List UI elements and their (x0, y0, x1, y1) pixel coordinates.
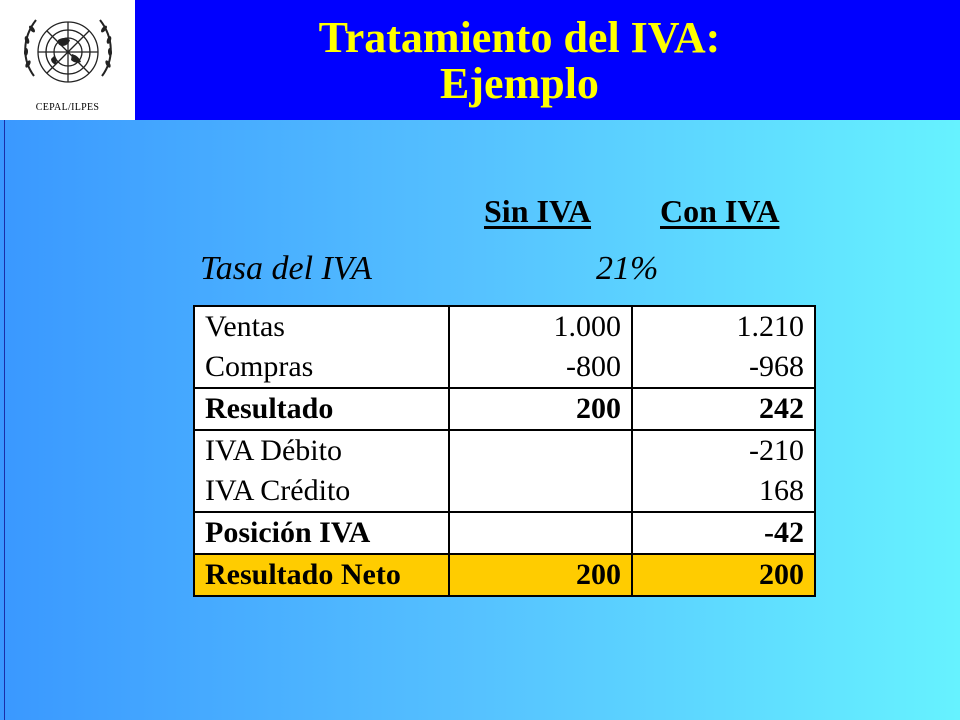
table-row (194, 347, 815, 388)
cell-con-iva: -210 (632, 430, 815, 471)
column-header-sin-iva: Sin IVA (484, 193, 592, 229)
cell-con-iva: 168 (632, 471, 815, 512)
table-row-highlight (194, 554, 815, 596)
iva-table (193, 305, 816, 597)
cell-con-iva: 242 (632, 388, 815, 430)
table-row (194, 306, 815, 347)
row-label: Posición IVA (194, 512, 449, 554)
title-bar (135, 0, 960, 120)
cell-con-iva: -968 (632, 347, 815, 388)
left-divider (4, 120, 5, 720)
cell-sin-iva: 200 (449, 554, 632, 596)
row-label: IVA Crédito (194, 471, 449, 512)
row-label: Resultado (194, 388, 449, 430)
column-header-con-iva: Con IVA (660, 193, 780, 229)
row-label: IVA Débito (194, 430, 449, 471)
table-row (194, 430, 815, 471)
row-label: Resultado Neto (194, 554, 449, 596)
page-subtitle: Ejemplo (440, 59, 599, 108)
row-label: Ventas (194, 306, 449, 347)
page-title: Tratamiento del IVA: (318, 13, 721, 62)
cell-con-iva: -42 (632, 512, 815, 554)
un-emblem-icon (14, 4, 122, 100)
cell-sin-iva: -800 (449, 347, 632, 388)
table-row (194, 471, 815, 512)
cell-con-iva: 200 (632, 554, 815, 596)
table-row (194, 512, 815, 554)
cell-sin-iva: 200 (449, 388, 632, 430)
tasa-label: Tasa del IVA (200, 250, 372, 287)
cell-sin-iva (449, 471, 632, 512)
logo-caption: CEPAL/ILPES (35, 102, 100, 113)
cell-con-iva: 1.210 (632, 306, 815, 347)
logo (0, 0, 135, 120)
tasa-value: 21% (596, 250, 659, 287)
row-label: Compras (194, 347, 449, 388)
cell-sin-iva (449, 430, 632, 471)
cell-sin-iva: 1.000 (449, 306, 632, 347)
table-row (194, 388, 815, 430)
cell-sin-iva (449, 512, 632, 554)
